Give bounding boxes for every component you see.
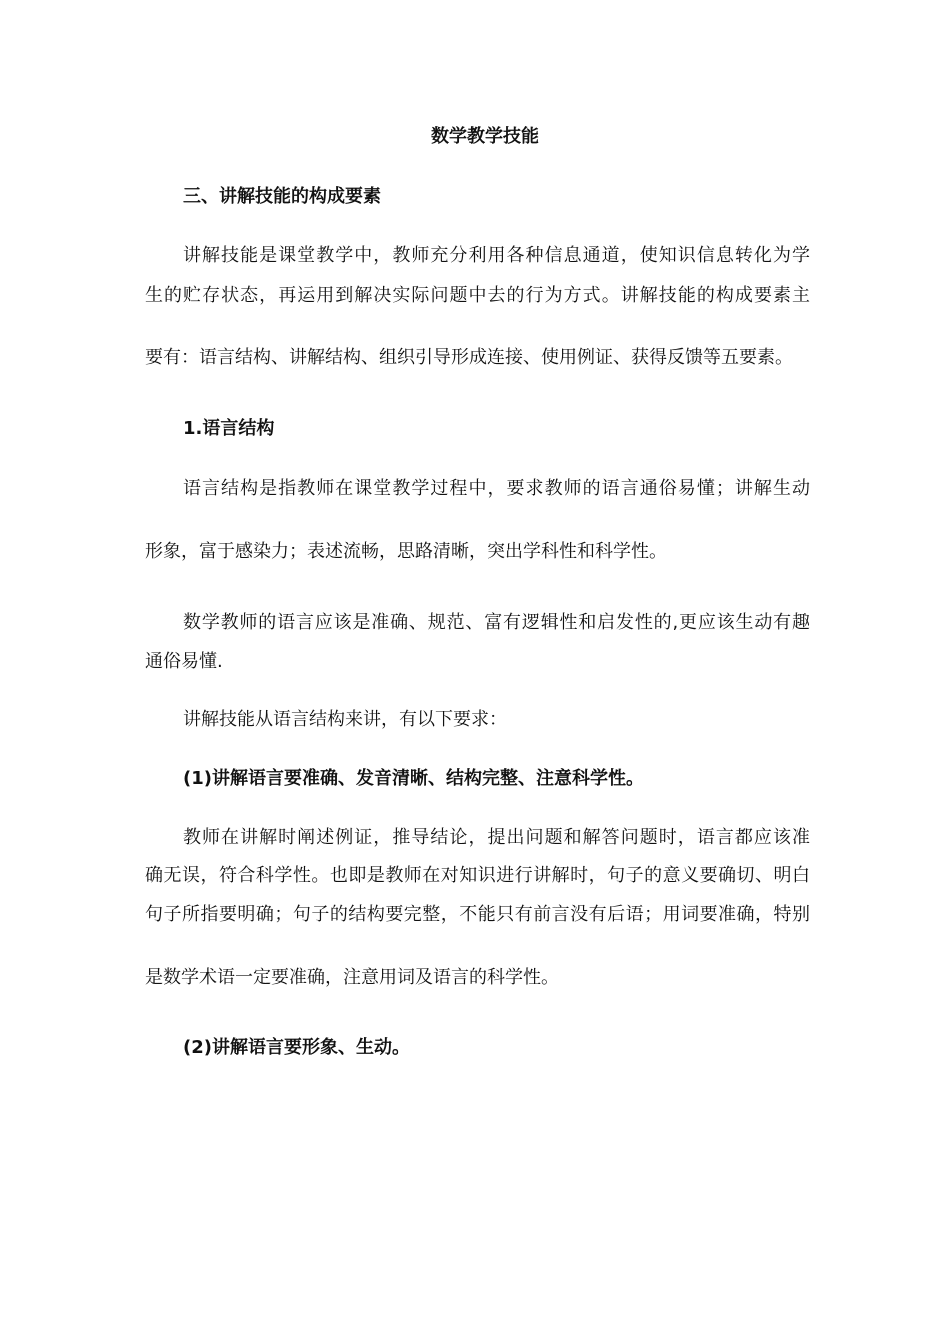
para4-line-3: 句子所指要明确；句子的结构要完整，不能只有前言没有后语；用词要准确，特别	[145, 904, 810, 925]
intro-line-1: 讲解技能是课堂教学中，教师充分利用各种信息通道，使知识信息转化为学	[183, 245, 810, 266]
para2-line-1: 数学教师的语言应该是准确、规范、富有逻辑性和启发性的,更应该生动有趣	[183, 612, 810, 633]
para1-line-2: 形象，富于感染力；表述流畅，思路清晰，突出学科性和科学性。	[145, 541, 667, 562]
para4-line-2: 确无误，符合科学性。也即是教师在对知识进行讲解时，句子的意义要确切、明白	[145, 865, 810, 886]
requirement-1: (1)讲解语言要准确、发音清晰、结构完整、注意科学性。	[183, 768, 644, 789]
para2-line-2: 通俗易懂.	[145, 651, 223, 672]
section-heading: 三、讲解技能的构成要素	[183, 186, 381, 207]
para4-line-4: 是数学术语一定要准确，注意用词及语言的科学性。	[145, 967, 559, 988]
intro-line-3: 要有：语言结构、讲解结构、组织引导形成连接、使用例证、获得反馈等五要素。	[145, 347, 793, 368]
intro-line-2: 生的贮存状态，再运用到解决实际问题中去的行为方式。讲解技能的构成要素主	[145, 285, 810, 306]
para4-line-1: 教师在讲解时阐述例证，推导结论，提出问题和解答问题时，语言都应该准	[183, 827, 810, 848]
requirement-2: (2)讲解语言要形象、生动。	[183, 1037, 410, 1058]
para1-line-1: 语言结构是指教师在课堂教学过程中，要求教师的语言通俗易懂；讲解生动	[183, 478, 810, 499]
document-title: 数学教学技能	[431, 126, 539, 147]
para3: 讲解技能从语言结构来讲，有以下要求：	[183, 709, 507, 730]
sub-heading-language-structure: 1.语言结构	[183, 418, 275, 439]
